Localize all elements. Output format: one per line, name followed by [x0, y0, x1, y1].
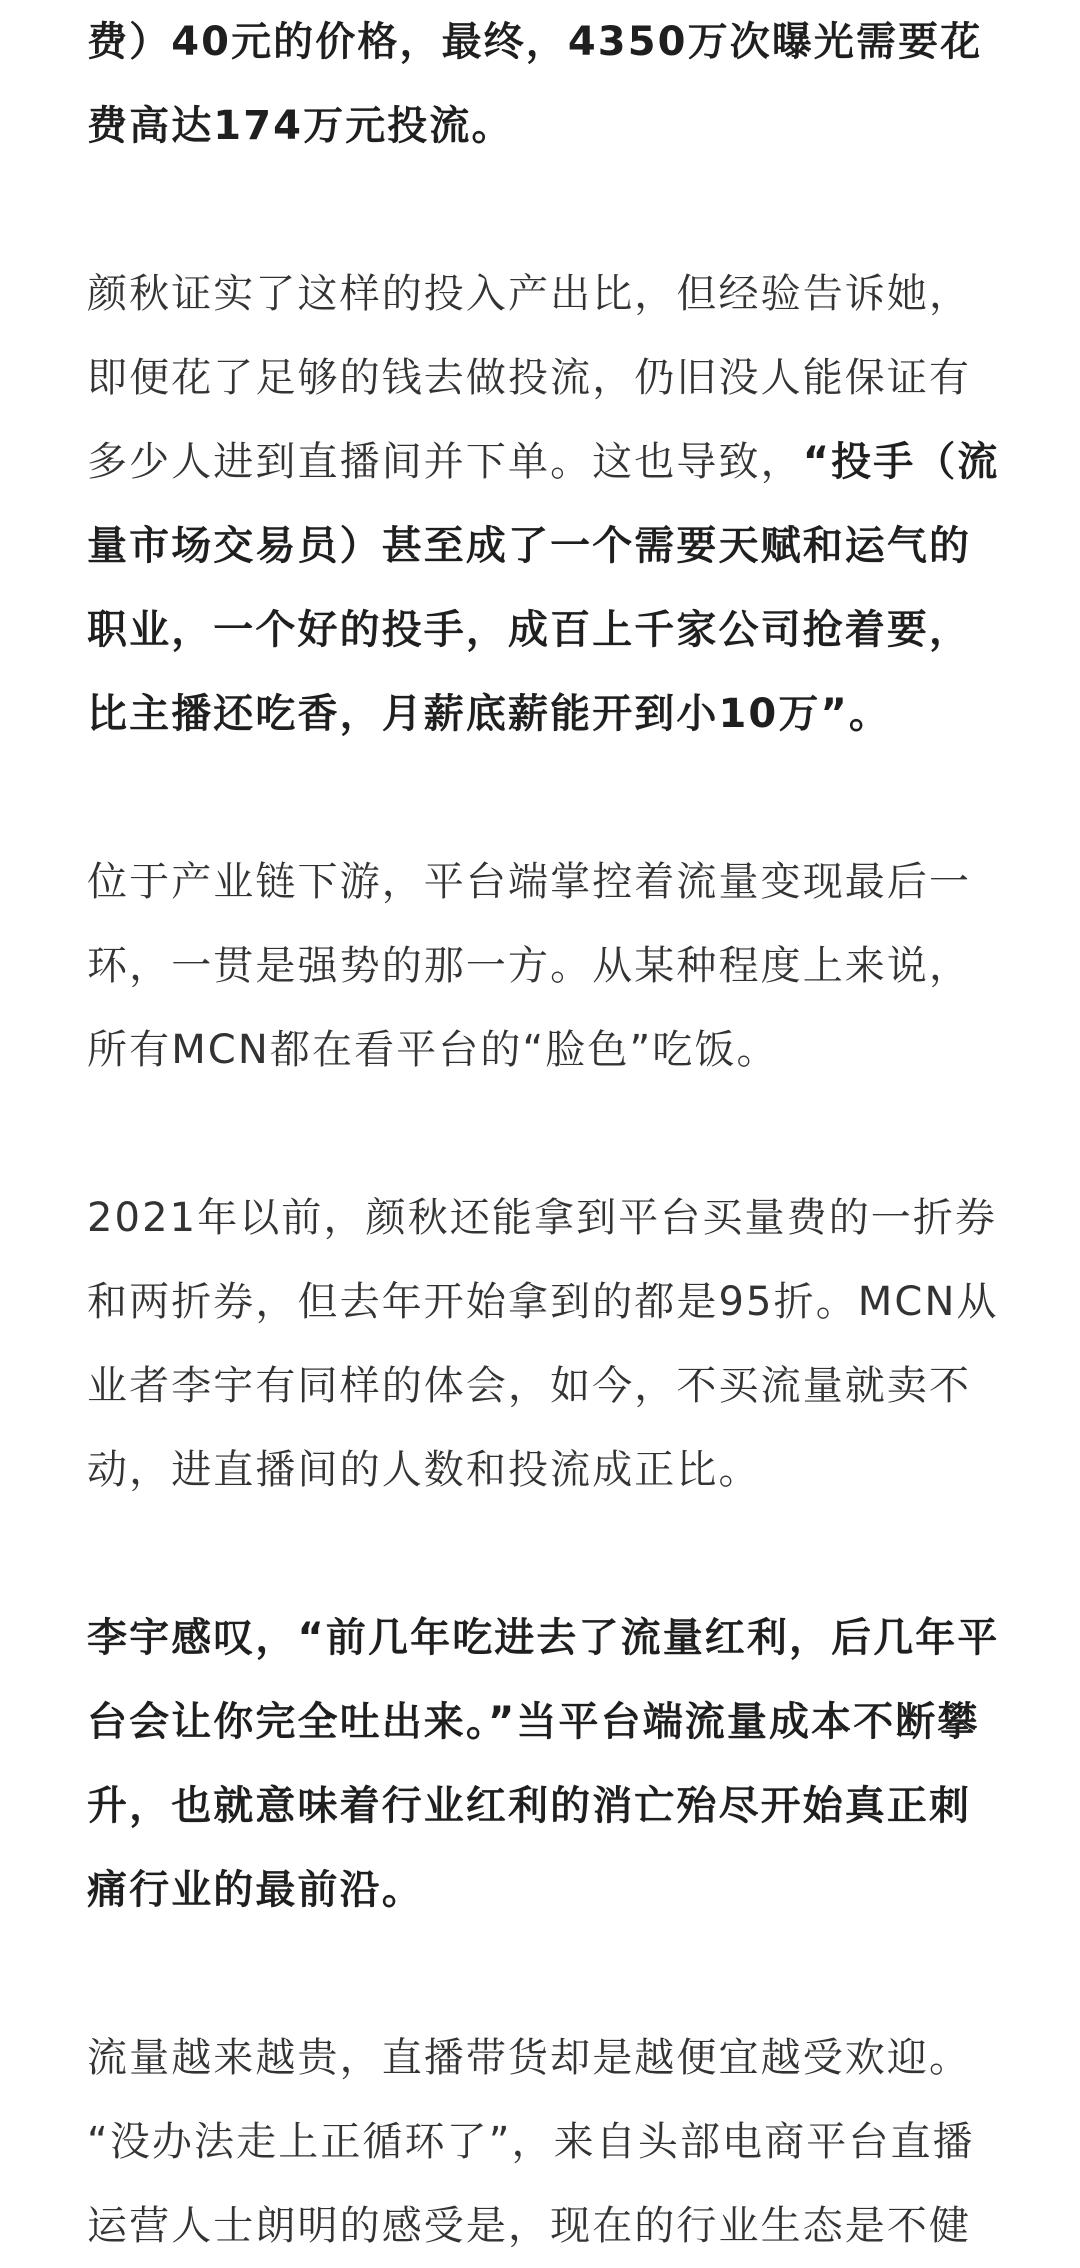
regular-text: 和两折券，但去年开始拿到的都是95折。MCN从: [87, 1279, 999, 1325]
text-line: [87, 2184, 1007, 2268]
paragraph: [87, 0, 1007, 168]
text-line: [87, 2100, 1007, 2184]
bold-text: 李宇感叹，“前几年吃进去了流量红利，后几年平: [87, 1615, 1000, 1661]
regular-text: 动，进直播间的人数和投流成正比。: [87, 1447, 761, 1493]
regular-text: 颜秋证实了这样的投入产出比，但经验告诉她，: [87, 271, 972, 317]
text-line: [87, 1176, 1007, 1260]
paragraph: [87, 252, 1007, 756]
text-line: [87, 588, 1007, 672]
text-line: [87, 252, 1007, 336]
regular-text: 2021年以前，颜秋还能拿到平台买量费的一折券: [87, 1195, 998, 1241]
bold-text: 量市场交易员）甚至成了一个需要天赋和运气的: [87, 523, 972, 569]
bold-text: 费高达174万元投流。: [87, 103, 514, 149]
bold-text: 比主播还吃香，月薪底薪能开到小10万”。: [87, 691, 891, 737]
paragraph-gap: [87, 168, 1007, 252]
article-body: [87, 0, 1007, 2268]
paragraph-gap: [87, 756, 1007, 840]
text-line: [87, 84, 1007, 168]
text-line: [87, 1008, 1007, 1092]
text-line: [87, 336, 1007, 420]
text-line: [87, 504, 1007, 588]
bold-text: “投手（流: [802, 439, 1000, 485]
regular-text: “没办法走上正循环了”，来自头部电商平台直播: [87, 2119, 975, 2165]
regular-text: 流量越来越贵，直播带货却是越便宜越受欢迎。: [87, 2035, 972, 2081]
paragraph: [87, 1596, 1007, 1932]
paragraph: [87, 1176, 1007, 1512]
paragraph-gap: [87, 1932, 1007, 2016]
text-line: [87, 1428, 1007, 1512]
regular-text: 即便花了足够的钱去做投流，仍旧没人能保证有: [87, 355, 972, 401]
regular-text: 位于产业链下游，平台端掌控着流量变现最后一: [87, 859, 972, 905]
text-line: [87, 420, 1007, 504]
text-line: [87, 1680, 1007, 1764]
text-line: [87, 1260, 1007, 1344]
text-line: [87, 672, 1007, 756]
bold-text: 痛行业的最前沿。: [87, 1867, 424, 1913]
text-line: [87, 924, 1007, 1008]
paragraph: [87, 840, 1007, 1092]
text-line: [87, 0, 1007, 84]
paragraph-gap: [87, 1512, 1007, 1596]
regular-text: 环，一贯是强势的那一方。从某种程度上来说，: [87, 943, 972, 989]
text-line: [87, 840, 1007, 924]
regular-text: 所有MCN都在看平台的“脸色”吃饭。: [87, 1027, 779, 1073]
text-line: [87, 1596, 1007, 1680]
text-line: [87, 1344, 1007, 1428]
paragraph-gap: [87, 1092, 1007, 1176]
text-line: [87, 1848, 1007, 1932]
text-line: [87, 2016, 1007, 2100]
bold-text: 职业，一个好的投手，成百上千家公司抢着要，: [87, 607, 972, 653]
bold-text: 升，也就意味着行业红利的消亡殆尽开始真正刺: [87, 1783, 972, 1829]
text-line: [87, 1764, 1007, 1848]
bold-text: 台会让你完全吐出来。”当平台端流量成本不断攀: [87, 1699, 980, 1745]
paragraph: [87, 2016, 1007, 2268]
regular-text: 业者李宇有同样的体会，如今，不买流量就卖不: [87, 1363, 972, 1409]
regular-text: 多少人进到直播间并下单。这也导致，: [87, 439, 803, 485]
regular-text: 运营人士朗明的感受是，现在的行业生态是不健: [87, 2203, 972, 2249]
bold-text: 费）40元的价格，最终，4350万次曝光需要花: [87, 19, 983, 65]
